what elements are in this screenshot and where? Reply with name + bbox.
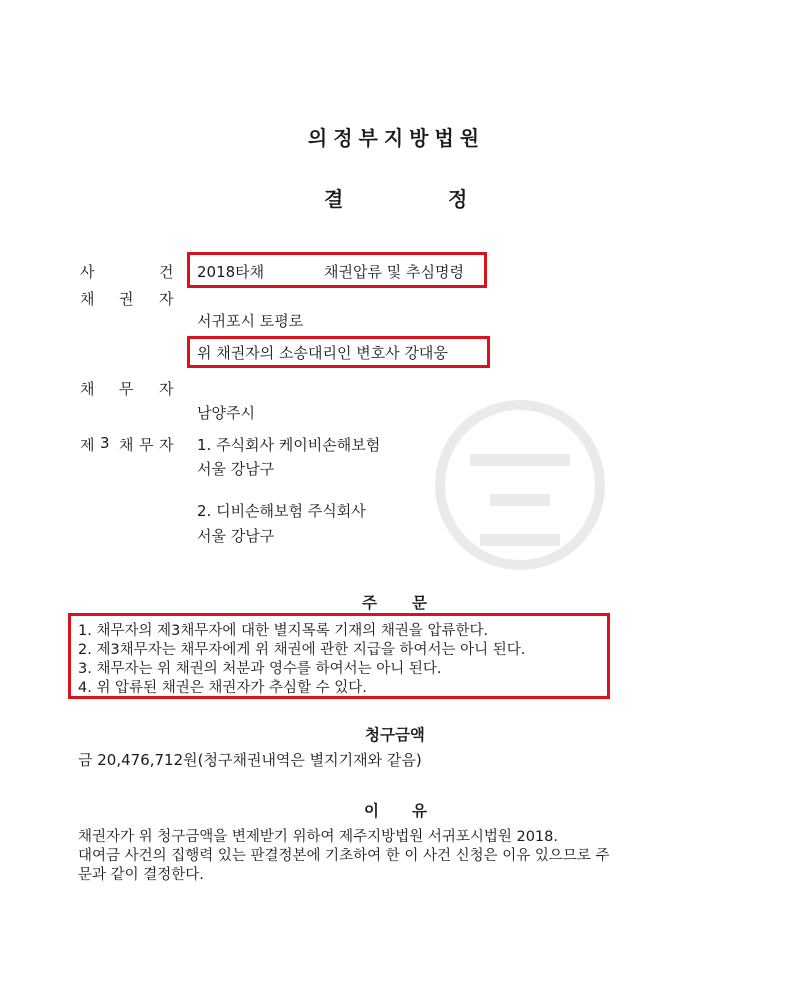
faint-watermark-seal	[430, 390, 610, 580]
order-line-2: 2. 제3채무자는 채무자에게 위 채권에 관한 지급을 하여서는 아니 된다.	[78, 642, 526, 658]
reason-heading-char-2: 유	[412, 802, 427, 820]
order-heading-char-1: 주	[362, 594, 377, 612]
order-line-4: 4. 위 압류된 채권은 채권자가 추심할 수 있다.	[78, 680, 367, 696]
doc-type-char-2: 정	[448, 187, 468, 211]
claim-heading: 청구금액	[365, 726, 425, 744]
order-line-3: 3. 채무자는 위 채권의 처분과 영수를 하여서는 아니 된다.	[78, 661, 442, 677]
court-name: 의정부지방법원	[307, 126, 486, 150]
third-debtor-1-name: 1. 주식회사 케이비손해보험	[197, 436, 381, 454]
third-debtor-1-address: 서울 강남구	[197, 460, 275, 478]
third-debtor-2-name: 2. 디비손해보험 주식회사	[197, 502, 366, 520]
reason-line-3: 문과 같이 결정한다.	[78, 867, 204, 883]
creditor-address: 서귀포시 토평로	[197, 312, 304, 330]
reason-heading-char-1: 이	[364, 802, 379, 820]
order-line-1: 1. 채무자의 제3채무자에 대한 별지목록 기재의 채권을 압류한다.	[78, 623, 489, 639]
reason-line-1: 채권자가 위 청구금액을 변제받기 위하여 제주지방법원 서귀포시법원 2018.	[78, 829, 558, 845]
reason-line-2: 대여금 사건의 집행력 있는 판결정본에 기초하여 한 이 사건 신청은 이유 있으므로 주	[78, 848, 610, 864]
claim-amount-text: 금 20,476,712원(청구채권내역은 별지기재와 같음)	[78, 751, 422, 769]
case-title: 채권압류 및 추심명령	[324, 263, 464, 281]
creditor-agent: 위 채권자의 소송대리인 변호사 강대웅	[197, 344, 448, 362]
case-number: 2018타채	[197, 263, 265, 281]
third-debtor-2-address: 서울 강남구	[197, 527, 275, 545]
debtor-address: 남양주시	[197, 404, 255, 422]
order-heading-char-2: 문	[412, 594, 427, 612]
doc-type-char-1: 결	[324, 187, 344, 211]
